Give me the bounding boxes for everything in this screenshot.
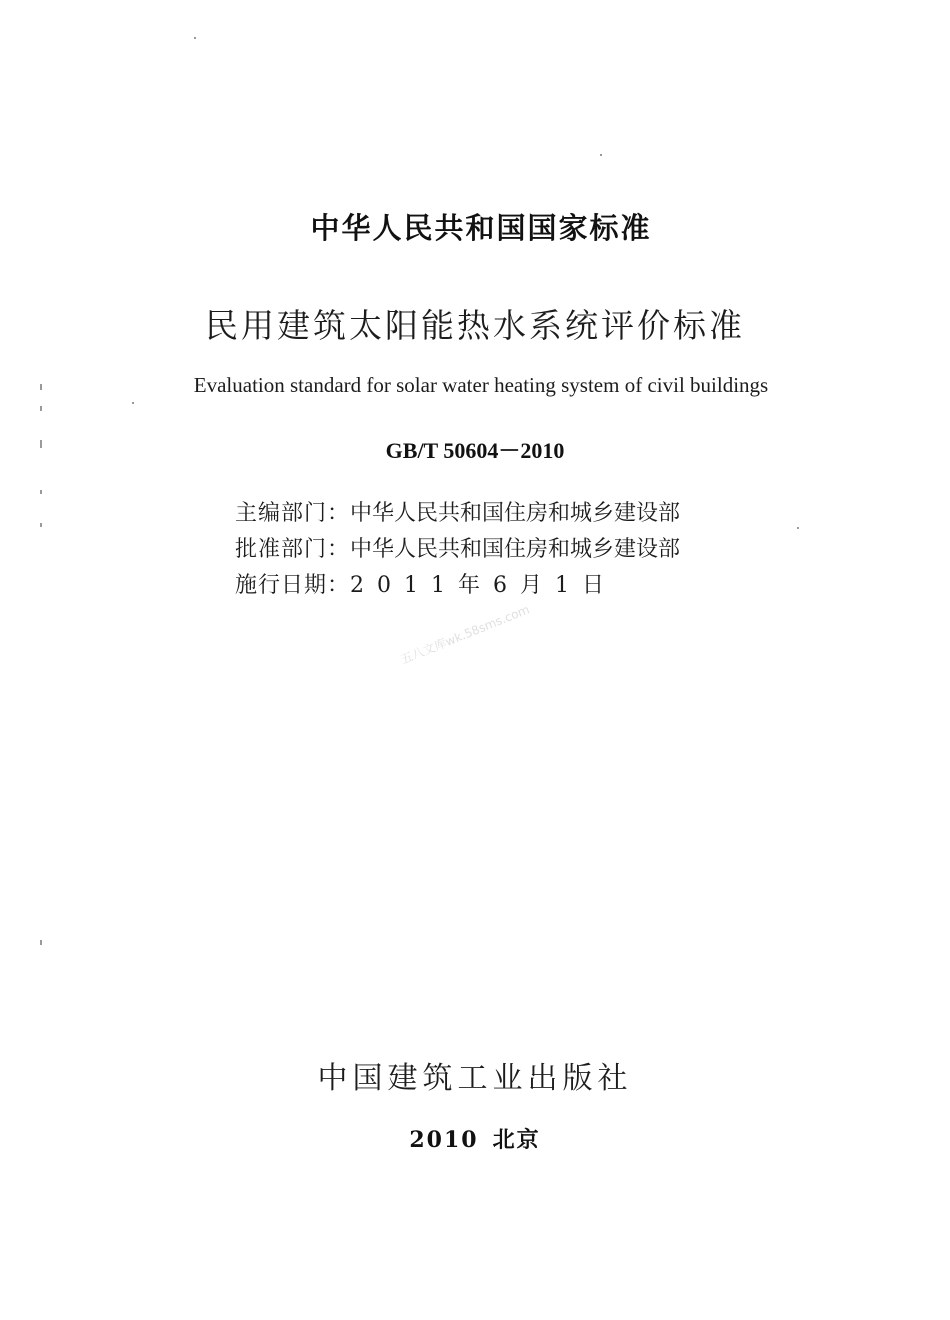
effective-date-value: 2011年6月1日 — [350, 573, 617, 598]
title-english: Evaluation standard for solar water heating system of civil buildings — [193, 373, 769, 397]
approver-department-label: 批准部门： — [235, 537, 351, 562]
effective-date-label: 施行日期： — [235, 573, 351, 598]
watermark-text: 五八文库wk.58sms.com — [398, 602, 532, 667]
publication-city: 北京 — [492, 1127, 541, 1153]
editor-department-label: 主编部门： — [235, 501, 351, 526]
title-chinese: 民用建筑太阳能热水系统评价标准 — [205, 306, 745, 345]
scan-speck — [40, 406, 42, 411]
effective-date-row — [235, 568, 617, 599]
publisher-name: 中国建筑工业出版社 — [317, 1061, 633, 1096]
editor-department-row — [235, 496, 680, 527]
scan-speck — [600, 154, 602, 156]
publication-place-year — [0, 1123, 950, 1154]
scan-speck — [40, 940, 42, 945]
scan-speck — [40, 384, 42, 390]
national-standard-header: 中华人民共和国国家标准 — [310, 211, 652, 245]
standard-code: GB/T 50604－2010 — [385, 438, 565, 463]
scan-speck — [40, 490, 42, 494]
scan-speck — [132, 402, 134, 404]
publication-year: 2010 — [409, 1127, 479, 1153]
scan-speck — [40, 523, 42, 527]
editor-department-value: 中华人民共和国住房和城乡建设部 — [350, 501, 681, 526]
scan-speck — [40, 440, 42, 448]
approver-department-value: 中华人民共和国住房和城乡建设部 — [350, 537, 681, 562]
approver-department-row — [235, 532, 680, 563]
scan-speck — [194, 37, 196, 39]
scan-speck — [797, 527, 799, 529]
